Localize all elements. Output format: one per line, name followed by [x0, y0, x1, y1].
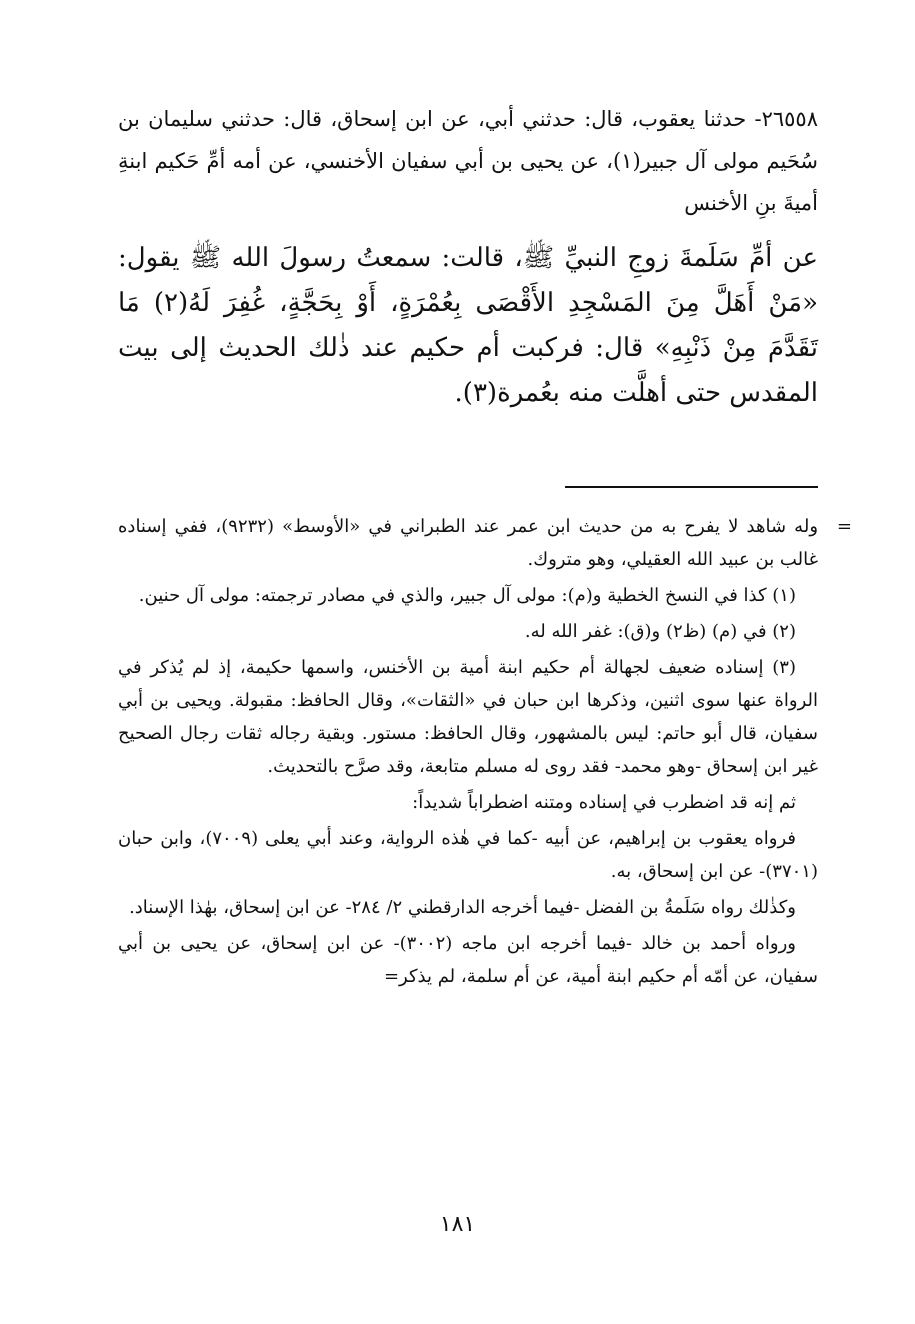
- footnote-2: (٢) في (م) (ظ٢) و(ق): غفر الله له.: [524, 621, 796, 642]
- footnote-continuation-text: وله شاهد لا يفرح به من حديث ابن عمر عند الطبراني في «الأوسط» (٩٢٣٢)، ففي إسناده غالب بن عبيد الله العقيلي، وهو متروك.: [118, 516, 819, 570]
- footnote-3-para-c: وكذٰلك رواه سَلَمةُ بن الفضل -فيما أخرجه الدارقطني ٢/ ٢٨٤- عن ابن إسحاق، بهٰذا الإسناد.: [129, 897, 796, 918]
- hadith-isnad: [118, 98, 818, 224]
- continuation-mark: =: [836, 516, 852, 537]
- footnote-separator: [565, 486, 818, 488]
- footnote-3-para-d: ورواه أحمد بن خالد -فيما أخرجه ابن ماجه (٣٠٠٢)- عن ابن إسحاق، عن يحيى بن أبي سفيان، عن أمّه أم حكيم ابنة أمية، عن أم سلمة، لم يذكر=: [118, 933, 818, 987]
- hadith-matn: [118, 236, 818, 416]
- footnote-continuation: [118, 510, 852, 576]
- footnote-1: (١) كذا في النسخ الخطية و(م): مولى آل جبير، والذي في مصادر ترجمته: مولى آل حنين.: [138, 585, 796, 606]
- footnote-3-para-b: فرواه يعقوب بن إبراهيم، عن أبيه -كما في هٰذه الرواية، وعند أبي يعلى (٧٠٠٩)، وابن حبان (٣٧٠١)- عن ابن إسحاق، به.: [118, 828, 818, 882]
- footnote-3: (٣) إسناده ضعيف لجهالة أم حكيم ابنة أمية بن الأخنس، واسمها حكيمة، إذ لم يُذكر في الرواة عنها سوى اثنين، وذكرها ابن حبان في «الثقات»، وقال الحافظ: مقبولة. ويحيى بن أبي سفيان، قال أبو حاتم: ليس بالمشهور، وقال الحافظ: مستور. وبقية رجاله ثقات رجال الصحيح غير ابن إسحاق -وهو محمد- فقد روى له مسلم متابعة، وقد صرَّح بالتحديث.: [118, 657, 818, 777]
- matn-text: عن أمِّ سَلَمةَ زوجِ النبيِّ ﷺ، قالت: سمعتُ رسولَ الله ﷺ يقول: «مَنْ أَهَلَّ مِنَ المَسْجِدِ الأَقْصَى بِعُمْرَةٍ، أَوْ بِحَجَّةٍ، غُفِرَ لَهُ(٢) مَا تَقَدَّمَ مِنْ ذَنْبِهِ» قال: فركبت أم حكيم عند ذٰلك الحديث إلى بيت المقدس حتى أهلَّت منه بعُمرة(٣).: [118, 243, 818, 408]
- page-number: ١٨١: [439, 1212, 476, 1237]
- isnad-text: ٢٦٥٥٨- حدثنا يعقوب، قال: حدثني أبي، عن ابن إسحاق، قال: حدثني سليمان بن سُحَيم مولى آل جبير(١)، عن يحيى بن أبي سفيان الأخنسي، عن أمه أمِّ حَكيم ابنةِ أميةَ بنِ الأخنس: [118, 107, 818, 215]
- footnotes: [118, 510, 852, 996]
- footnote-3-para-a: ثم إنه قد اضطرب في إسناده ومتنه اضطراباً شديداً:: [412, 792, 796, 813]
